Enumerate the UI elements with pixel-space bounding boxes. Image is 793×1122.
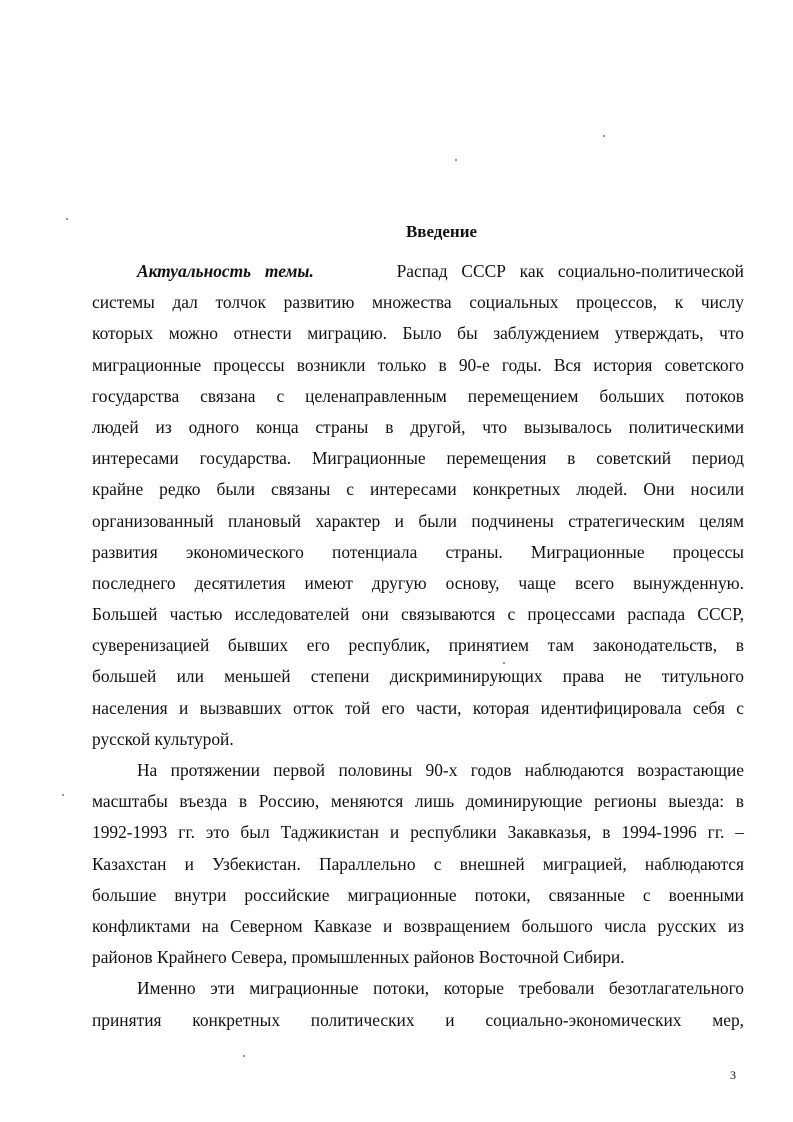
- text-line: развития экономического потенциала страны. Миграционные процессы: [92, 541, 744, 562]
- text-line: государства связана с целенаправленным перемещением больших потоков: [92, 385, 744, 406]
- text-line: Казахстан и Узбекистан. Параллельно с внешней миграцией, наблюдаются: [92, 853, 744, 874]
- text-line: масштабы въезда в Россию, меняются лишь доминирующие регионы выезда: в: [92, 791, 744, 812]
- page-number: 3: [730, 1068, 736, 1082]
- text-line: 1992-1993 гг. это был Таджикистан и республики Закавказья, в 1994-1996 гг. –: [92, 822, 744, 843]
- text-line: принятия конкретных политических и социально-экономических мер,: [92, 1009, 744, 1030]
- text-line: районов Крайнего Севера, промышленных районов Восточной Сибири.: [92, 947, 625, 968]
- topic-relevance-lead: Актуальность темы.: [137, 261, 314, 281]
- text-line: которых можно отнести миграцию. Было бы заблуждением утверждать, что: [92, 323, 744, 344]
- text-line: организованный плановый характер и были подчинены стратегическим целям: [92, 510, 744, 531]
- text-line: На протяжении первой половины 90-х годов наблюдаются возрастающие: [137, 760, 744, 780]
- text-line: русской культурой.: [92, 728, 234, 749]
- text-line: Именно эти миграционные потоки, которые требовали безотлагательного: [137, 978, 744, 999]
- text-line: большие внутри российские миграционные потоки, связанные с военными: [92, 884, 744, 905]
- text-line: людей из одного конца страны в другой, что вызывалось политическими: [92, 416, 744, 437]
- scan-speck: [243, 1055, 245, 1057]
- text-line: последнего десятилетия имеют другую основу, чаще всего вынужденную.: [92, 572, 744, 593]
- text-line: большей или меньшей степени дискриминирующих права не титульного: [92, 666, 744, 687]
- body-text: [92, 256, 744, 1036]
- scan-speck: [603, 135, 605, 137]
- scan-speck: [62, 794, 64, 796]
- text-line: миграционные процессы возникли только в 90-е годы. Вся история советского: [92, 354, 744, 375]
- scan-speck: [455, 159, 457, 161]
- scan-speck: [66, 218, 68, 220]
- text-line: интересами государства. Миграционные перемещения в советский период: [92, 448, 744, 469]
- paragraph-1-line-1: [92, 256, 744, 287]
- text-line: Большей частью исследователей они связываются с процессами распада СССР,: [92, 604, 744, 625]
- scan-speck: [503, 662, 505, 664]
- text-line: крайне редко были связаны с интересами конкретных людей. Они носили: [92, 479, 744, 500]
- section-heading: Введение: [405, 222, 478, 241]
- text-line: конфликтами на Северном Кавказе и возвращением большого числа русских из: [92, 915, 744, 936]
- text-line: суверенизацией бывших его республик, принятием там законодательств, в: [92, 635, 744, 656]
- text-line: системы дал толчок развитию множества социальных процессов, к числу: [92, 292, 744, 313]
- paragraph-1-text: Распад СССР как социально-политической: [396, 261, 744, 281]
- text-line: населения и вызвавших отток той его части, которая идентифицировала себя с: [92, 697, 744, 718]
